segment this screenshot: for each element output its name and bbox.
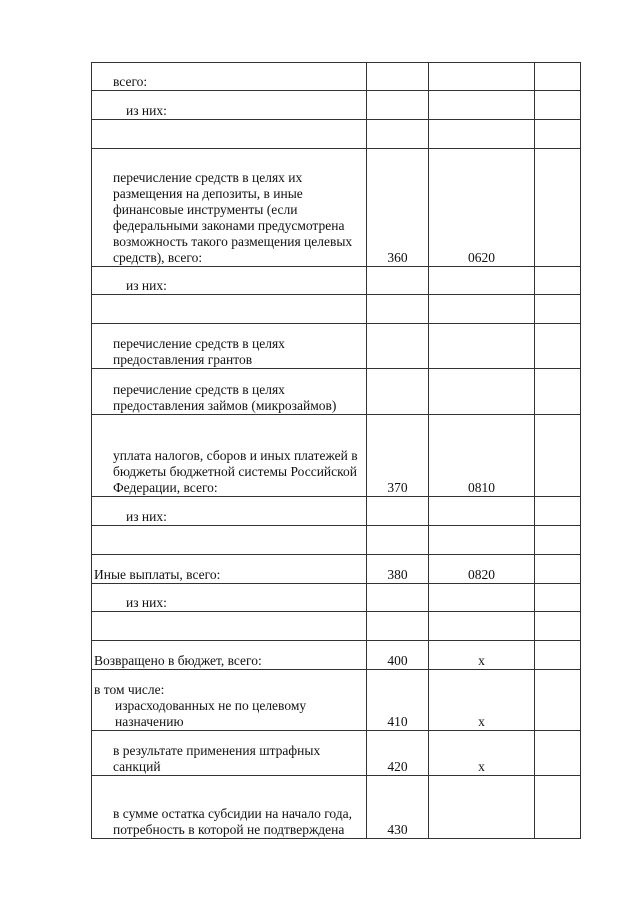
table-row xyxy=(92,120,581,149)
row-label xyxy=(92,120,367,149)
row-kosgu xyxy=(429,324,535,369)
row-code: 380 xyxy=(367,555,429,584)
row-kosgu xyxy=(429,369,535,415)
report-table xyxy=(91,62,581,839)
row-kosgu: 0620 xyxy=(429,149,535,267)
row-label: из них: xyxy=(92,584,367,612)
table-row xyxy=(92,670,581,731)
row-kosgu xyxy=(429,91,535,120)
row-label xyxy=(92,526,367,555)
row-kosgu xyxy=(429,776,535,839)
row-kosgu xyxy=(429,267,535,295)
row-code xyxy=(367,584,429,612)
row-value-cell xyxy=(535,641,581,670)
row-code xyxy=(367,267,429,295)
row-code xyxy=(367,612,429,641)
row-value-cell xyxy=(535,91,581,120)
row-label: из них: xyxy=(92,497,367,526)
row-code: 410 xyxy=(367,670,429,731)
row-value-cell xyxy=(535,295,581,324)
row-kosgu xyxy=(429,584,535,612)
row-code xyxy=(367,63,429,91)
row-value-cell xyxy=(535,612,581,641)
row-value-cell xyxy=(535,120,581,149)
table-row xyxy=(92,526,581,555)
row-kosgu: 0810 xyxy=(429,415,535,497)
row-code: 420 xyxy=(367,731,429,776)
row-label: всего: xyxy=(92,63,367,91)
row-value-cell xyxy=(535,369,581,415)
row-value-cell xyxy=(535,497,581,526)
table-row xyxy=(92,267,581,295)
row-code: 430 xyxy=(367,776,429,839)
row-label: Иные выплаты, всего: xyxy=(92,555,367,584)
row-label: Возвращено в бюджет, всего: xyxy=(92,641,367,670)
row-kosgu: x xyxy=(429,670,535,731)
row-value-cell xyxy=(535,670,581,731)
row-value-cell xyxy=(535,731,581,776)
row-label: в сумме остатка субсидии на начало года, потребность в которой не подтверждена xyxy=(92,776,367,839)
row-label: уплата налогов, сборов и иных платежей в бюджеты бюджетной системы Российской Федерации, всего: xyxy=(92,415,367,497)
row-kosgu: 0820 xyxy=(429,555,535,584)
row-label: перечисление средств в целях предоставления грантов xyxy=(92,324,367,369)
row-label-sub: израсходованных не по целевому назначению xyxy=(115,698,307,729)
row-code xyxy=(367,526,429,555)
table-row xyxy=(92,63,581,91)
row-label xyxy=(92,612,367,641)
row-label: из них: xyxy=(92,267,367,295)
row-value-cell xyxy=(535,526,581,555)
row-kosgu: x xyxy=(429,731,535,776)
row-kosgu xyxy=(429,497,535,526)
row-label xyxy=(92,295,367,324)
row-label: перечисление средств в целях их размещения на депозиты, в иные финансовые инструменты (если федеральными законами предусмотрена возможность такого размещения целевых средств), всего: xyxy=(92,149,367,267)
row-value-cell xyxy=(535,415,581,497)
row-code xyxy=(367,324,429,369)
table-row xyxy=(92,91,581,120)
table-row xyxy=(92,776,581,839)
row-label-main: в том числе: xyxy=(94,682,165,697)
row-code: 360 xyxy=(367,149,429,267)
table-row xyxy=(92,555,581,584)
table-row xyxy=(92,497,581,526)
row-value-cell xyxy=(535,776,581,839)
row-code: 400 xyxy=(367,641,429,670)
row-code: 370 xyxy=(367,415,429,497)
row-code xyxy=(367,369,429,415)
table-row xyxy=(92,369,581,415)
row-value-cell xyxy=(535,149,581,267)
table-row xyxy=(92,149,581,267)
row-kosgu: x xyxy=(429,641,535,670)
table-row xyxy=(92,415,581,497)
table-row xyxy=(92,584,581,612)
row-label xyxy=(92,670,367,731)
row-value-cell xyxy=(535,584,581,612)
table-row xyxy=(92,295,581,324)
row-kosgu xyxy=(429,295,535,324)
row-kosgu xyxy=(429,612,535,641)
table-row xyxy=(92,612,581,641)
row-value-cell xyxy=(535,63,581,91)
row-label: перечисление средств в целях предоставления займов (микрозаймов) xyxy=(92,369,367,415)
row-label: в результате применения штрафных санкций xyxy=(92,731,367,776)
row-value-cell xyxy=(535,324,581,369)
row-code xyxy=(367,120,429,149)
table-row xyxy=(92,641,581,670)
row-code xyxy=(367,497,429,526)
row-code xyxy=(367,295,429,324)
row-value-cell xyxy=(535,555,581,584)
row-kosgu xyxy=(429,63,535,91)
row-kosgu xyxy=(429,526,535,555)
table-row xyxy=(92,731,581,776)
table-row xyxy=(92,324,581,369)
row-label: из них: xyxy=(92,91,367,120)
row-value-cell xyxy=(535,267,581,295)
row-code xyxy=(367,91,429,120)
row-kosgu xyxy=(429,120,535,149)
